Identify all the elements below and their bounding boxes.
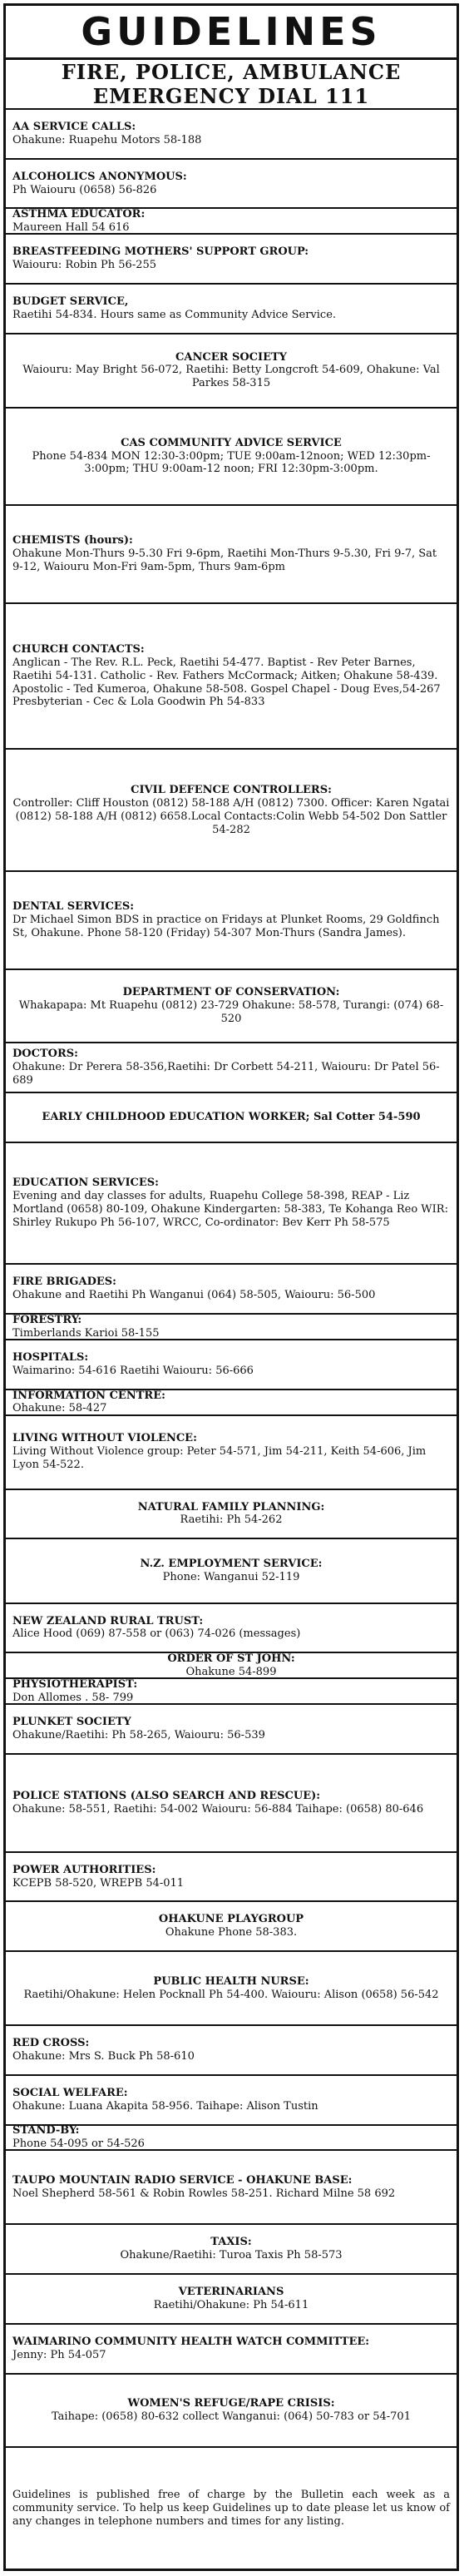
- listing-entry: [6, 2375, 457, 2449]
- listing-heading: N.Z. EMPLOYMENT SERVICE:: [140, 1558, 323, 1571]
- listing-heading: CHURCH CONTACTS:: [12, 643, 145, 656]
- listing-heading: FIRE BRIGADES:: [12, 1276, 116, 1289]
- listing-heading: EDUCATION SERVICES:: [12, 1177, 159, 1190]
- listing-heading: WAIMARINO COMMUNITY HEALTH WATCH COMMITTEE:: [12, 2335, 370, 2348]
- listing-details: Phone 54-095 or 54-526: [12, 2138, 145, 2151]
- listing-details: Raetihi: Ph 54-262: [180, 1513, 283, 1527]
- listing-entry: [6, 285, 457, 334]
- listing-heading: HOSPITALS:: [12, 1351, 89, 1365]
- listing-entry: [6, 2126, 457, 2152]
- listing-details: Ohakune: Dr Perera 58-356,Raetihi: Dr Corbett 54-211, Waiouru: Dr Patel 56-689: [12, 1061, 440, 1087]
- listing-heading: FORESTRY:: [12, 1313, 82, 1326]
- listing-details: KCEPB 58-520, WREPB 54-011: [12, 1876, 185, 1890]
- listing-entry: [6, 1416, 457, 1490]
- listing-entry: [6, 334, 457, 409]
- listing-heading: SOCIAL WELFARE:: [12, 2086, 128, 2099]
- listing-details: Whakapapa: Mt Ruapehu (0812) 23-729 Ohakune: 58-578, Turangi: (074) 68-520: [18, 998, 444, 1025]
- listing-heading: POLICE STATIONS (ALSO SEARCH AND RESCUE):: [12, 1789, 321, 1802]
- listing-details: Taihape: (0658) 80-632 collect Wanganui: (064) 50-783 or 54-701: [52, 2410, 411, 2423]
- listing-details: Jenny: Ph 54-057: [12, 2348, 106, 2361]
- listing-entry: [6, 1653, 457, 1679]
- listing-heading: ALCOHOLICS ANONYMOUS:: [12, 170, 187, 183]
- listing-heading: ORDER OF ST JOHN:: [167, 1652, 295, 1665]
- listing-details: Ohakune and Raetihi Ph Wanganui (064) 58-505, Waiouru: 56-500: [12, 1289, 376, 1302]
- listing-entry: [6, 2448, 457, 2569]
- listing-heading: AA SERVICE CALLS:: [12, 120, 136, 133]
- listing-entry: [6, 2325, 457, 2375]
- listing-entry: [6, 1679, 457, 1705]
- listing-entry: [6, 1539, 457, 1603]
- listing-heading: EARLY CHILDHOOD EDUCATION WORKER; Sal Cotter 54-590: [42, 1111, 421, 1124]
- listing-heading: PHYSIOTHERAPIST:: [12, 1677, 138, 1691]
- listing-heading: PLUNKET SOCIETY: [12, 1716, 131, 1729]
- listing-heading: FIRE, POLICE, AMBULANCE EMERGENCY DIAL 111: [61, 59, 402, 108]
- listing-entry: [6, 60, 457, 110]
- listing-details: Waiouru: Robin Ph 56-255: [12, 259, 157, 272]
- listing-entry: [6, 1604, 457, 1654]
- listing-heading: ASTHMA EDUCATOR:: [12, 208, 146, 221]
- listing-heading: NATURAL FAMILY PLANNING:: [137, 1500, 325, 1513]
- listing-heading: DOCTORS:: [12, 1048, 78, 1061]
- listing-heading: INFORMATION CENTRE:: [12, 1389, 165, 1402]
- listing-entry: [6, 209, 457, 235]
- listing-heading: CANCER SOCIETY: [175, 350, 287, 364]
- listing-entry: [6, 2225, 457, 2275]
- listing-entry: [6, 1490, 457, 1540]
- listing-entry: [6, 160, 457, 210]
- listing-details: Dr Michael Simon BDS in practice on Fridays at Plunket Rooms, 29 Goldfinch St, Ohakune. Phone 58-120 (Friday) 54-307 Mon-Thurs (Sandra James).: [12, 913, 440, 939]
- listing-details: Waiouru: May Bright 56-072, Raetihi: Betty Longcroft 54-609, Ohakune: Val Parkes 58-315: [22, 364, 440, 390]
- listing-details: Living Without Violence group: Peter 54-571, Jim 54-211, Keith 54-606, Jim Lyon 54-522.: [12, 1445, 427, 1472]
- listing-details: Ohakune: 58-427: [12, 1402, 107, 1415]
- listing-heading: PUBLIC HEALTH NURSE:: [153, 1974, 309, 1988]
- listing-heading: CAS COMMUNITY ADVICE SERVICE: [121, 436, 342, 449]
- listing-details: Ohakune: Luana Akapita 58-956. Taihape: Alison Tustin: [12, 2099, 318, 2113]
- publisher-note: Guidelines is published free of charge by the Bulletin each week as a community service. To help us keep Guidelines up to date please let us know of any changes in telephone numbers and times for any listing.: [12, 2488, 450, 2528]
- listing-heading: TAXIS:: [210, 2236, 252, 2249]
- listing-heading: VETERINARIANS: [178, 2286, 284, 2299]
- listing-entry: [6, 1143, 457, 1266]
- guidelines-panel: [3, 3, 459, 2571]
- listing-details: Raetihi/Ohakune: Ph 54-611: [153, 2298, 309, 2311]
- listing-entry: [6, 2026, 457, 2076]
- listing-entry: [6, 1705, 457, 1755]
- listing-heading: WOMEN'S REFUGE/RAPE CRISIS:: [127, 2397, 335, 2410]
- listing-details: Anglican - The Rev. R.L. Peck, Raetihi 54-477. Baptist - Rev Peter Barnes, Raetihi 54-131. Catholic - Rev. Fathers McCormack; Aitken; Ohakune 58-439. Apostolic - Ted Kumeroa, Ohakune 58-508. Gospel Chapel - Doug Eves,54-267 Presbyterian - Cec & Lola Goodwin Ph 54-833: [12, 656, 441, 709]
- listing-details: Controller: Cliff Houston (0812) 58-188 A/H (0812) 7300. Officer: Karen Ngatai (0812) 58-188 A/H (0812) 6658.Local Contacts:Colin Webb 54-502 Don Sattler 54-282: [12, 796, 450, 836]
- listing-details: Noel Shepherd 58-561 & Robin Rowles 58-251. Richard Milne 58 692: [12, 2187, 396, 2200]
- guidelines-list: [6, 60, 457, 2569]
- listing-entry: [6, 110, 457, 160]
- listing-entry: [6, 409, 457, 507]
- listing-details: Timberlands Karioi 58-155: [12, 1326, 160, 1340]
- listing-details: Don Allomes . 58- 799: [12, 1691, 134, 1704]
- listing-entry: [6, 1315, 457, 1340]
- listing-details: Ohakune Mon-Thurs 9-5.30 Fri 9-6pm, Raetihi Mon-Thurs 9-5.30, Fri 9-7, Sat 9-12, Waiouru Mon-Fri 9am-5pm, Thurs 9am-6pm: [12, 547, 437, 574]
- listing-entry: [6, 1952, 457, 2026]
- listing-entry: [6, 1340, 457, 1390]
- listing-details: Ohakune: 58-551, Raetihi: 54-002 Waiouru: 56-884 Taihape: (0658) 80-646: [12, 1802, 424, 1816]
- listing-entry: [6, 1853, 457, 1903]
- listing-details: Ohakune Phone 58-383.: [165, 1926, 298, 1939]
- listing-heading: TAUPO MOUNTAIN RADIO SERVICE - OHAKUNE BASE:: [12, 2173, 353, 2187]
- listing-entry: [6, 872, 457, 970]
- listing-heading: NEW ZEALAND RURAL TRUST:: [12, 1614, 204, 1627]
- listing-entry: [6, 2151, 457, 2225]
- listing-heading: LIVING WITHOUT VIOLENCE:: [12, 1432, 197, 1445]
- listing-heading: CIVIL DEFENCE CONTROLLERS:: [131, 783, 332, 796]
- listing-heading: BUDGET SERVICE,: [12, 295, 129, 309]
- listing-heading: RED CROSS:: [12, 2036, 90, 2049]
- listing-entry: [6, 1043, 457, 1093]
- listing-heading: OHAKUNE PLAYGROUP: [158, 1913, 304, 1926]
- listing-entry: [6, 1265, 457, 1315]
- listing-details: Evening and day classes for adults, Ruapehu College 58-398, REAP - Liz Mortland (0658) 80-109, Ohakune Kindergarten: 58-383, Te Kohanga Reo WIR: Shirley Rukupo Ph 56-107, WRCC, Co-ordinator: Bev Kerr Ph 58-575: [12, 1190, 448, 1229]
- page-title: GUIDELINES: [6, 6, 457, 60]
- listing-details: Ohakune/Raetihi: Turoa Taxis Ph 58-573: [120, 2249, 343, 2262]
- listing-details: Waimarino: 54-616 Raetihi Waiouru: 56-666: [12, 1365, 254, 1378]
- listing-heading: CHEMISTS (hours):: [12, 534, 133, 547]
- listing-entry: [6, 1902, 457, 1952]
- listing-heading: POWER AUTHORITIES:: [12, 1863, 156, 1876]
- listing-details: Alice Hood (069) 87-558 or (063) 74-026 (messages): [12, 1627, 301, 1641]
- listing-details: Ohakune: Ruapehu Motors 58-188: [12, 133, 202, 146]
- listing-entry: [6, 235, 457, 285]
- listing-entry: [6, 970, 457, 1044]
- listing-heading: DENTAL SERVICES:: [12, 899, 135, 913]
- listing-heading: DEPARTMENT OF CONSERVATION:: [122, 986, 340, 999]
- listing-details: Maureen Hall 54 616: [12, 220, 130, 234]
- listing-entry: [6, 750, 457, 872]
- listing-details: Phone 54-834 MON 12:30-3:00pm; TUE 9:00am-12noon; WED 12:30pm-3:00pm; THU 9:00am-12 noon; FRI 12:30pm-3:00pm.: [32, 449, 431, 476]
- listing-details: Ph Waiouru (0658) 56-826: [12, 183, 157, 196]
- listing-details: Phone: Wanganui 52-119: [162, 1570, 300, 1583]
- listing-entry: [6, 2076, 457, 2126]
- listing-details: Raetihi/Ohakune: Helen Pocknall Ph 54-400. Waiouru: Alison (0658) 56-542: [23, 1988, 439, 2001]
- listing-heading: STAND-BY:: [12, 2124, 80, 2138]
- listing-details: Ohakune 54-899: [185, 1665, 277, 1678]
- listing-details: Raetihi 54-834. Hours same as Community Advice Service.: [12, 309, 337, 322]
- listing-entry: [6, 1093, 457, 1143]
- listing-entry: [6, 2275, 457, 2325]
- listing-details: Ohakune: Mrs S. Buck Ph 58-610: [12, 2049, 195, 2063]
- listing-heading: BREASTFEEDING MOTHERS' SUPPORT GROUP:: [12, 245, 309, 259]
- listing-entry: [6, 1390, 457, 1416]
- listing-entry: [6, 1755, 457, 1853]
- listing-details: Ohakune/Raetihi: Ph 58-265, Waiouru: 56-539: [12, 1729, 265, 1742]
- listing-entry: [6, 506, 457, 604]
- listing-entry: [6, 604, 457, 750]
